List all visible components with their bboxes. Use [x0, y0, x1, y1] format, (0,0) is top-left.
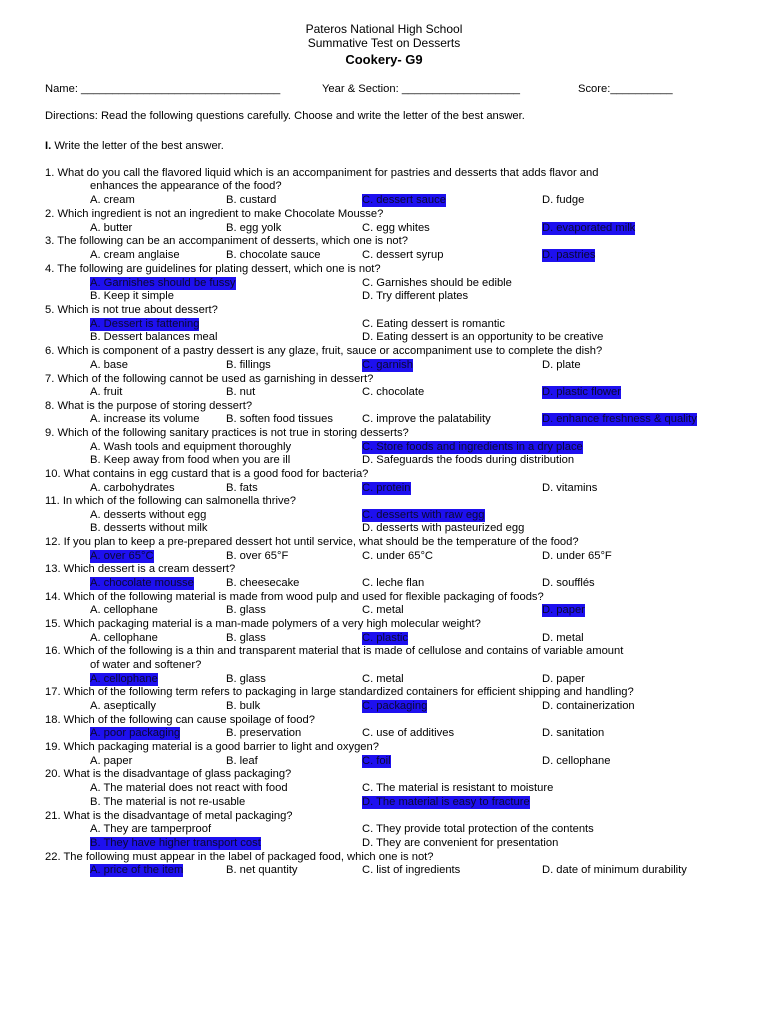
answer-choice: A. Wash tools and equipment thoroughly	[90, 441, 292, 453]
highlighted-answer-choice: C. dessert sauce	[362, 194, 446, 206]
answer-choice: C. metal	[362, 604, 404, 616]
part-heading	[45, 140, 224, 153]
question-text: 18. Which of the following can cause spoilage of food?	[45, 714, 315, 726]
answer-choice: D. sanitation	[542, 727, 605, 739]
answer-choice: C. metal	[362, 673, 404, 685]
answer-choice: B. cheesecake	[226, 577, 300, 589]
answer-choice: D. Try different plates	[362, 290, 469, 302]
question-text-continued: of water and softener?	[90, 659, 202, 671]
highlighted-answer-choice: C. desserts with raw egg	[362, 509, 485, 521]
answer-choice: D. Eating dessert is an opportunity to be creative	[362, 331, 604, 343]
year-section-field: Year & Section: ___________________	[322, 83, 521, 95]
question-text: 10. What contains in egg custard that is a good food for bacteria?	[45, 468, 369, 480]
answer-choice: A. base	[90, 359, 128, 371]
question-text: 8. What is the purpose of storing dessert?	[45, 400, 253, 412]
question-text: 21. What is the disadvantage of metal packaging?	[45, 810, 293, 822]
answer-choice: B. custard	[226, 194, 277, 206]
answer-choice: C. dessert syrup	[362, 249, 444, 261]
answer-choice: B. egg yolk	[226, 222, 282, 234]
question-text: 7. Which of the following cannot be used as garnishing in dessert?	[45, 373, 374, 385]
answer-choice: A. aseptically	[90, 700, 156, 712]
answer-choice: B. desserts without milk	[90, 522, 208, 534]
highlighted-answer-choice: A. Garnishes should be fussy	[90, 277, 236, 289]
question-text: 12. If you plan to keep a pre-prepared dessert hot until service, what should be the temperature of the food?	[45, 536, 579, 548]
answer-choice: A. fruit	[90, 386, 123, 398]
answer-choice: C. list of ingredients	[362, 864, 461, 876]
answer-choice: B. chocolate sauce	[226, 249, 321, 261]
question-text: 20. What is the disadvantage of glass packaging?	[45, 768, 292, 780]
question-text: 13. Which dessert is a cream dessert?	[45, 563, 236, 575]
answer-choice: D. vitamins	[542, 482, 598, 494]
name-field: Name: ________________________________	[45, 83, 281, 95]
answer-choice: A. cellophane	[90, 604, 158, 616]
answer-choice: D. fudge	[542, 194, 585, 206]
question-text: 2. Which ingredient is not an ingredient to make Chocolate Mousse?	[45, 208, 384, 220]
question-text: 14. Which of the following material is made from wood pulp and used for flexible packaging of foods?	[45, 591, 544, 603]
answer-choice: B. nut	[226, 386, 256, 398]
answer-choice: C. under 65°C	[362, 550, 434, 562]
answer-choice: D. desserts with pasteurized egg	[362, 522, 525, 534]
answer-choice: B. over 65°F	[226, 550, 289, 562]
highlighted-answer-choice: A. Dessert is fattening	[90, 318, 200, 330]
answer-choice: B. The material is not re-usable	[90, 796, 246, 808]
answer-choice: D. metal	[542, 632, 584, 644]
highlighted-answer-choice: A. chocolate mousse	[90, 577, 194, 589]
answer-choice: B. fillings	[226, 359, 271, 371]
answer-choice: C. Garnishes should be edible	[362, 277, 512, 289]
question-text: 22. The following must appear in the label of packaged food, which one is not?	[45, 851, 434, 863]
answer-choice: D. plate	[542, 359, 581, 371]
answer-choice: C. use of additives	[362, 727, 455, 739]
question-text-continued: enhances the appearance of the food?	[90, 180, 282, 192]
answer-choice: A. cellophane	[90, 632, 158, 644]
score-field: Score:__________	[578, 83, 673, 95]
highlighted-answer-choice: D. The material is easy to fracture	[362, 796, 530, 808]
highlighted-answer-choice: A. over 65°C	[90, 550, 154, 562]
answer-choice: C. chocolate	[362, 386, 425, 398]
highlighted-answer-choice: C. protein	[362, 482, 411, 494]
answer-choice: D. containerization	[542, 700, 635, 712]
highlighted-answer-choice: D. pastries	[542, 249, 596, 261]
answer-choice: C. egg whites	[362, 222, 430, 234]
question-text: 6. Which is component of a pastry dessert is any glaze, fruit, sauce or accompaniment use to complete the dish?	[45, 345, 603, 357]
highlighted-answer-choice: D. evaporated milk	[542, 222, 636, 234]
question-text: 9. Which of the following sanitary practices is not true in storing desserts?	[45, 427, 409, 439]
answer-choice: B. Keep it simple	[90, 290, 174, 302]
answer-choice: B. soften food tissues	[226, 413, 333, 425]
highlighted-answer-choice: C. packaging	[362, 700, 428, 712]
answer-choice: D. under 65°F	[542, 550, 612, 562]
highlighted-answer-choice: D. enhance freshness & quality	[542, 413, 697, 425]
answer-choice: D. paper	[542, 673, 585, 685]
answer-choice: B. leaf	[226, 755, 258, 767]
part-instruction: Write the letter of the best answer.	[51, 140, 224, 152]
question-text: 17. Which of the following term refers to packaging in large standardized containers for efficient shipping and handling?	[45, 686, 634, 698]
answer-choice: B. fats	[226, 482, 258, 494]
answer-choice: B. preservation	[226, 727, 302, 739]
page-title: Cookery- G9	[345, 52, 423, 67]
question-text: 11. In which of the following can salmonella thrive?	[45, 495, 297, 507]
school-name: Pateros National High School	[305, 22, 463, 36]
answer-choice: A. cream	[90, 194, 135, 206]
answer-choice: B. glass	[226, 604, 266, 616]
question-text: 16. Which of the following is a thin and transparent material that is made of cellulose and contains of variable amount	[45, 645, 624, 657]
answer-choice: B. glass	[226, 673, 266, 685]
answer-choice: D. Safeguards the foods during distribution	[362, 454, 575, 466]
answer-choice: B. Dessert balances meal	[90, 331, 218, 343]
test-subtitle: Summative Test on Desserts	[307, 36, 461, 50]
highlighted-answer-choice: A. price of the item	[90, 864, 184, 876]
answer-choice: D. They are convenient for presentation	[362, 837, 559, 849]
highlighted-answer-choice: C. garnish	[362, 359, 413, 371]
highlighted-answer-choice: C. foil	[362, 755, 391, 767]
highlighted-answer-choice: B. They have higher transport cost	[90, 837, 261, 849]
answer-choice: C. leche flan	[362, 577, 425, 589]
answer-choice: A. They are tamperproof	[90, 823, 212, 835]
highlighted-answer-choice: A. poor packaging	[90, 727, 181, 739]
answer-choice: A. paper	[90, 755, 133, 767]
part-number: I.	[45, 140, 52, 152]
answer-choice: C. Eating dessert is romantic	[362, 318, 506, 330]
answer-choice: B. net quantity	[226, 864, 298, 876]
directions: Directions: Read the following questions carefully. Choose and write the letter of the best answer.	[45, 110, 525, 122]
answer-choice: D. soufflés	[542, 577, 595, 589]
answer-choice: A. The material does not react with food	[90, 782, 288, 794]
answer-choice: A. carbohydrates	[90, 482, 175, 494]
highlighted-answer-choice: C. plastic	[362, 632, 409, 644]
highlighted-answer-choice: C. Store foods and ingredients in a dry place	[362, 441, 583, 453]
answer-choice: B. glass	[226, 632, 266, 644]
question-text: 1. What do you call the flavored liquid which is an accompaniment for pastries and desserts that adds flavor and	[45, 167, 599, 179]
answer-choice: A. cream anglaise	[90, 249, 180, 261]
question-text: 3. The following can be an accompaniment of desserts, which one is not?	[45, 235, 408, 247]
answer-choice: A. increase its volume	[90, 413, 200, 425]
highlighted-answer-choice: A. cellophane	[90, 673, 158, 685]
question-text: 19. Which packaging material is a good barrier to light and oxygen?	[45, 741, 379, 753]
question-text: 5. Which is not true about dessert?	[45, 304, 218, 316]
answer-choice: D. date of minimum durability	[542, 864, 687, 876]
answer-choice: C. They provide total protection of the contents	[362, 823, 594, 835]
highlighted-answer-choice: D. paper	[542, 604, 585, 616]
highlighted-answer-choice: D. plastic flower	[542, 386, 621, 398]
answer-choice: D. cellophane	[542, 755, 611, 767]
question-text: 15. Which packaging material is a man-made polymers of a very high molecular weight?	[45, 618, 481, 630]
answer-choice: A. butter	[90, 222, 133, 234]
answer-choice: C. improve the palatability	[362, 413, 491, 425]
answer-choice: B. bulk	[226, 700, 261, 712]
answer-choice: C. The material is resistant to moisture	[362, 782, 554, 794]
answer-choice: A. desserts without egg	[90, 509, 207, 521]
question-text: 4. The following are guidelines for plating dessert, which one is not?	[45, 263, 381, 275]
answer-choice: B. Keep away from food when you are ill	[90, 454, 291, 466]
